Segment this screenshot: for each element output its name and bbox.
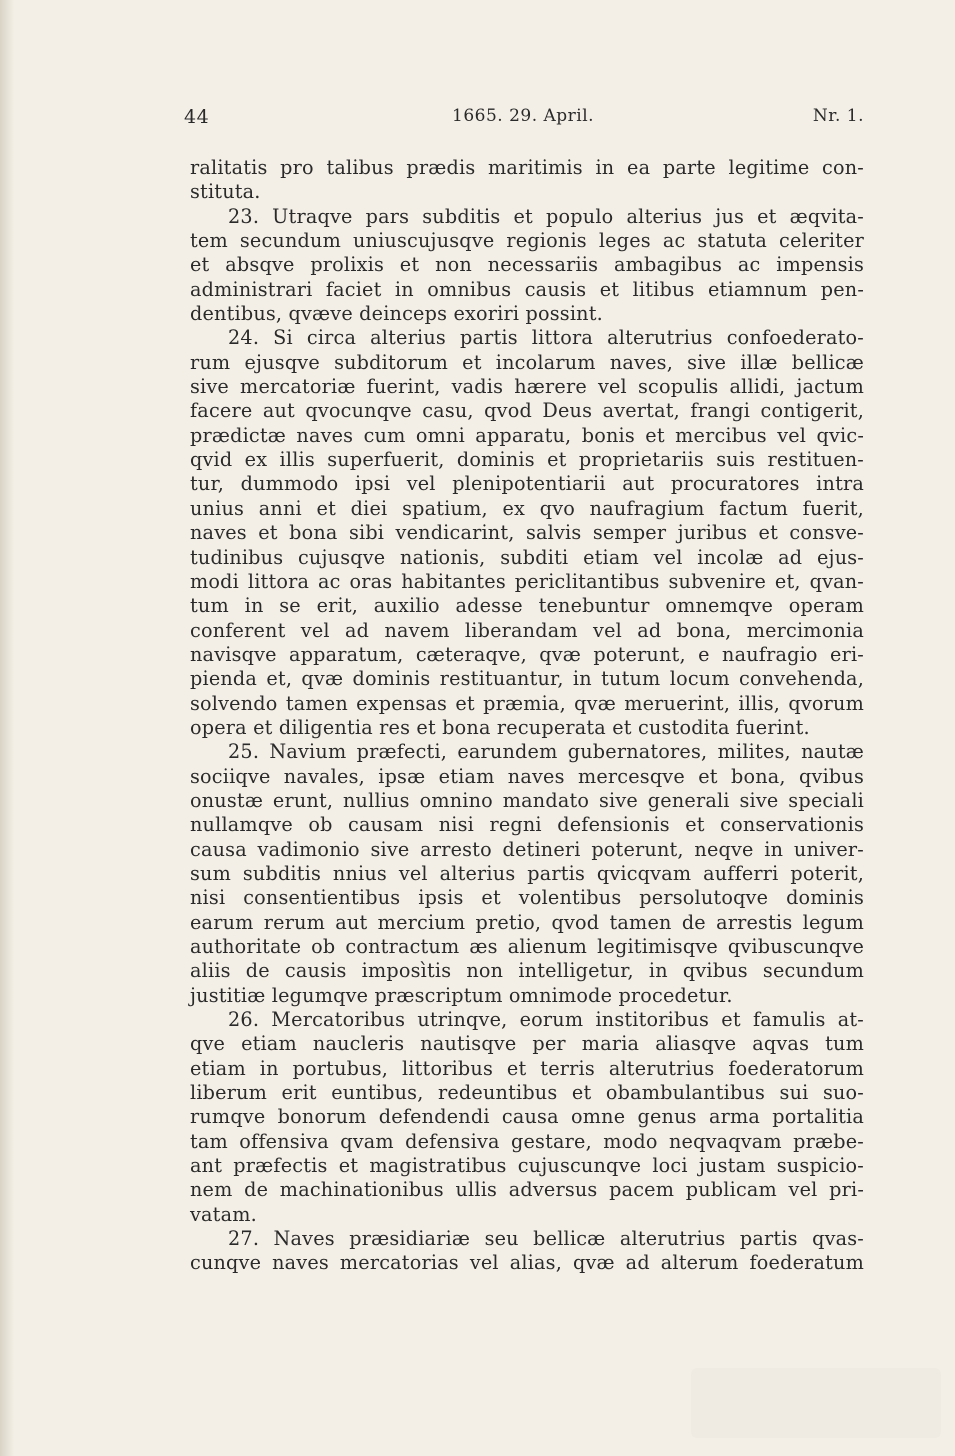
header-date: 1665. 29. April. bbox=[452, 106, 595, 126]
text-line: cunqve naves mercatorias vel alias, qvæ ad alterum foederatum bbox=[190, 1251, 864, 1275]
text-line: ralitatis pro talibus prædis maritimis in ea parte legitime con- bbox=[190, 156, 864, 179]
text-line: modi littora ac oras habitantes periclitantibus subvenire et, qvan- bbox=[190, 569, 864, 593]
text-line: administrari faciet in omnibus causis et litibus etiamnum pen- bbox=[190, 277, 864, 301]
text-line: vatam. bbox=[190, 1202, 257, 1226]
text-line: earum rerum aut mercium pretio, qvod tamen de arrestis legum bbox=[190, 910, 864, 934]
text-line: qvid ex illis superfuerit, dominis et proprietariis suis restituen- bbox=[190, 448, 864, 472]
text-line: authoritate ob contractum æs alienum legitimisqve qvibuscunqve bbox=[190, 935, 864, 958]
text-line: navisqve apparatum, cæteraqve, qvæ poterunt, e naufragio eri- bbox=[190, 642, 864, 666]
text-line: causa vadimonio sive arresto detineri poterunt, neqve in univer- bbox=[190, 837, 864, 861]
text-line: sociiqve navales, ipsæ etiam naves mercesqve et bona, qvibus bbox=[190, 764, 864, 788]
text-line: qve etiam naucleris nautisqve per maria aliasqve aqvas tum bbox=[190, 1032, 864, 1056]
text-line: nullamqve ob causam nisi regni defensionis et conservationis bbox=[190, 813, 864, 837]
text-line: aliis de causis imposìtis non intelligetur, in qvibus secundum bbox=[190, 959, 864, 983]
text-line: etiam in portubus, littoribus et terris alterutrius foederatorum bbox=[190, 1056, 864, 1080]
text-line: 26. Mercatoribus utrinqve, eorum institoribus et famulis at- bbox=[228, 1008, 864, 1032]
document-number: Nr. 1. bbox=[812, 106, 864, 126]
text-line: 25. Navium præfecti, earundem gubernatores, milites, nautæ bbox=[228, 740, 864, 764]
text-line: 27. Naves præsidiariæ seu bellicæ alterutrius partis qvas- bbox=[228, 1227, 864, 1251]
text-line: tudinibus cujusqve nationis, subditi etiam vel incolæ ad ejus- bbox=[190, 545, 864, 569]
text-line: nisi consentientibus ipsis et volentibus persolutoqve dominis bbox=[190, 886, 864, 910]
text-line: solvendo tamen expensas et præmia, qvæ meruerint, illis, qvorum bbox=[190, 691, 864, 715]
page-number: 44 bbox=[184, 106, 210, 128]
text-line: pienda et, qvæ dominis restituantur, in tutum locum convehenda, bbox=[190, 667, 864, 691]
text-line: liberum erit euntibus, redeuntibus et obambulantibus sui suo- bbox=[190, 1081, 864, 1105]
text-line: sive mercatoriæ fuerint, vadis hærere vel scopulis allidi, jactum bbox=[190, 375, 864, 399]
text-line: 24. Si circa alterius partis littora alterutrius confoederato- bbox=[228, 326, 864, 350]
text-line: stituta. bbox=[190, 180, 261, 204]
text-line: 23. Utraqve pars subditis et populo alterius jus et æqvita- bbox=[228, 204, 864, 228]
page-corner-smudge bbox=[691, 1368, 941, 1438]
text-line: sum subditis nnius vel alterius partis qvicqvam aufferri poterit, bbox=[190, 861, 864, 885]
text-line: tam offensiva qvam defensiva gestare, modo neqvaqvam præbe- bbox=[190, 1129, 864, 1153]
text-line: conferent vel ad navem liberandam vel ad bona, mercimonia bbox=[190, 618, 864, 642]
text-line: tum in se erit, auxilio adesse tenebuntur omnemqve operam bbox=[190, 594, 864, 618]
text-line: rum ejusqve subditorum et incolarum naves, sive illæ bellicæ bbox=[190, 350, 864, 374]
text-line: dentibus, qvæve deinceps exoriri possint. bbox=[190, 302, 603, 326]
text-line: justitiæ legumqve præscriptum omnimode procedetur. bbox=[190, 983, 733, 1007]
text-line: ant præfectis et magistratibus cujuscunqve loci justam suspicio- bbox=[190, 1154, 864, 1178]
text-line: rumqve bonorum defendendi causa omne genus arma portalitia bbox=[190, 1105, 864, 1129]
text-line: et absqve prolixis et non necessariis ambagibus ac impensis bbox=[190, 253, 864, 277]
text-line: onustæ erunt, nullius omnino mandato sive generali sive speciali bbox=[190, 788, 864, 812]
text-line: tem secundum uniuscujusqve regionis leges ac statuta celeriter bbox=[190, 229, 864, 253]
text-line: unius anni et diei spatium, ex qvo naufragium factum fuerit, bbox=[190, 496, 864, 520]
text-line: opera et diligentia res et bona recuperata et custodita fuerint. bbox=[190, 715, 810, 739]
page-edge bbox=[0, 0, 14, 1456]
text-line: prædictæ naves cum omni apparatu, bonis et mercibus vel qvic- bbox=[190, 423, 864, 447]
text-line: naves et bona sibi vendicarint, salvis semper juribus et consve- bbox=[190, 521, 864, 545]
text-line: tur, dummodo ipsi vel plenipotentiarii aut procuratores intra bbox=[190, 472, 864, 496]
text-line: nem de machinationibus ullis adversus pacem publicam vel pri- bbox=[190, 1178, 864, 1202]
running-header bbox=[184, 106, 864, 134]
body-text bbox=[190, 156, 864, 1276]
text-line: facere aut qvocunqve casu, qvod Deus avertat, frangi contigerit, bbox=[190, 399, 864, 423]
